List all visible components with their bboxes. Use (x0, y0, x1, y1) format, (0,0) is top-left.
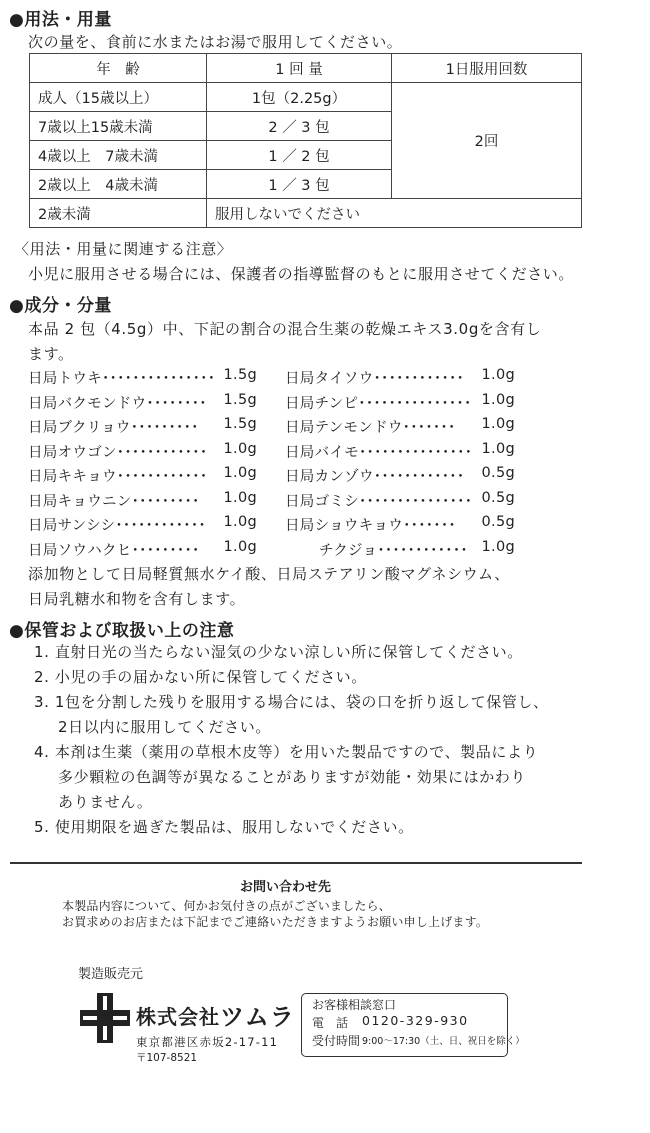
ingredient-amount: 1.0g (223, 440, 257, 457)
table-header-age: 年 齢 (30, 54, 207, 83)
ingredient-amount: 1.0g (481, 538, 515, 555)
table-cell-dose: 2 ／ 3 包 (207, 112, 392, 141)
ingredient-name: 日局タイソウ････････････ (285, 371, 465, 387)
table-cell-dose: 服用しないでください (207, 199, 582, 228)
ingredient-name: 日局ショウキョウ･･･････ (285, 518, 456, 534)
customer-desk-box (301, 993, 525, 1057)
ingredient-name: 日局ソウハクヒ･････････ (28, 542, 200, 559)
storage-item: 2. 小児の手の届かない所に保管してください。 (34, 668, 367, 686)
ingredient-name: 日局テンモンドウ･･･････ (285, 420, 456, 436)
ingredient-name: チクジョ････････････ (319, 542, 468, 559)
ingredient-amount: 1.0g (481, 391, 515, 408)
storage-item: 5. 使用期限を過ぎた製品は、服用しないでください。 (34, 818, 414, 836)
hours-value: 9:00～17:30（土、日、祝日を除く） (362, 1036, 525, 1047)
table-cell-frequency: 2回 (392, 83, 582, 199)
usage-intro: 次の量を、食前に水またはお湯で服用してください。 (28, 33, 403, 51)
ingredients-intro-line2: ます。 (28, 345, 74, 363)
table-cell-age: 7歳以上15歳未満 (30, 112, 207, 141)
table-cell-age: 2歳未満 (30, 199, 207, 228)
storage-item: 4. 本剤は生薬（薬用の草根木皮等）を用いた製品ですので、製品により (34, 743, 539, 761)
tsumura-logo-icon (80, 993, 130, 1043)
table-header-dose: 1 回 量 (207, 54, 392, 83)
company-address: 東京都港区赤坂2-17-11 (136, 1035, 279, 1049)
ingredient-name: 日局バクモンドウ････････ (28, 395, 207, 412)
contact-title: お問い合わせ先 (240, 880, 332, 895)
ingredient-amount: 1.0g (481, 367, 515, 383)
ingredient-name: 日局キキョウ････････････ (28, 469, 208, 485)
ingredient-amount: 1.0g (223, 465, 257, 481)
contact-line2: お買求めのお店または下記までご連絡いただきますようお願い申し上げます。 (62, 915, 489, 929)
company-postal: 〒107-8521 (136, 1052, 198, 1064)
ingredient-name: 日局ブクリョウ･････････ (28, 420, 199, 436)
additive-line1: 添加物として日局軽質無水ケイ酸、日局ステアリン酸マグネシウム、 (28, 565, 510, 583)
usage-heading: ●用法・用量 (9, 10, 112, 30)
storage-item-continued: 多少顆粒の色調等が異なることがありますが効能・効果にはかわり (58, 768, 527, 786)
ingredient-name: 日局トウキ･･･････････････ (28, 371, 216, 387)
ingredient-name: 日局カンゾウ････････････ (285, 469, 465, 485)
ingredient-amount: 1.5g (223, 416, 257, 432)
storage-item-continued: ありません。 (58, 793, 153, 811)
ingredients-intro-line1: 本品 2 包（4.5g）中、下記の割合の混合生薬の乾燥エキス3.0gを含有し (28, 320, 542, 338)
ingredient-name: 日局ゴミシ･･･････････････ (285, 493, 473, 510)
section-divider (10, 862, 582, 864)
dosage-table (29, 53, 582, 228)
ingredient-name: 日局キョウニン･････････ (28, 493, 200, 510)
desk-title: お客様相談窓口 (312, 998, 397, 1012)
table-cell-dose: 1 ／ 3 包 (207, 170, 392, 199)
ingredient-name: 日局バイモ･･･････････････ (285, 444, 473, 461)
ingredient-amount: 1.0g (481, 416, 515, 432)
table-cell-age: 成人（15歳以上） (30, 83, 207, 112)
phone-number: 0120-329-930 (362, 1013, 469, 1028)
contact-line1: 本製品内容について、何かお気付きの点がございましたら、 (62, 899, 391, 913)
ingredient-amount: 1.5g (223, 391, 257, 408)
company-prefix: 株式会社 (136, 1005, 220, 1029)
ingredients-heading: ●成分・分量 (9, 296, 112, 316)
additive-line2: 日局乳糖水和物を含有します。 (28, 590, 246, 608)
ingredient-name: 日局チンピ･･･････････････ (285, 395, 472, 412)
ingredient-amount: 0.5g (481, 489, 515, 506)
company-name: ツムラ (220, 1003, 295, 1031)
ingredient-amount: 0.5g (481, 514, 515, 530)
phone-label: 電 話 (312, 1016, 349, 1030)
storage-item-continued: 2日以内に服用してください。 (58, 718, 271, 736)
ingredient-amount: 1.0g (223, 489, 257, 506)
table-cell-dose: 1包（2.25g） (207, 83, 392, 112)
table-cell-age: 2歳以上 4歳未満 (30, 170, 207, 199)
ingredient-amount: 0.5g (481, 465, 515, 481)
ingredient-amount: 1.0g (481, 440, 515, 457)
ingredient-name: 日局サンシシ････････････ (28, 518, 206, 534)
hours-label: 受付時間 (312, 1034, 361, 1048)
table-cell-age: 4歳以上 7歳未満 (30, 141, 207, 170)
storage-item: 1. 直射日光の当たらない湿気の少ない涼しい所に保管してください。 (34, 643, 523, 661)
ingredient-name: 日局オウゴン････････････ (28, 444, 208, 461)
table-cell-dose: 1 ／ 2 包 (207, 141, 392, 170)
ingredient-amount: 1.5g (223, 367, 257, 383)
usage-note-text: 小児に服用させる場合には、保護者の指導監督のもとに服用させてください。 (28, 265, 575, 283)
maker-label: 製造販売元 (78, 967, 144, 982)
ingredient-amount: 1.0g (223, 514, 257, 530)
usage-note-heading: 〈用法・用量に関連する注意〉 (14, 240, 233, 258)
storage-heading: ●保管および取扱い上の注意 (9, 621, 235, 641)
table-header-frequency: 1日服用回数 (392, 54, 582, 83)
ingredient-amount: 1.0g (223, 538, 257, 555)
storage-item: 3. 1包を分割した残りを服用する場合には、袋の口を折り返して保管し、 (34, 693, 549, 711)
